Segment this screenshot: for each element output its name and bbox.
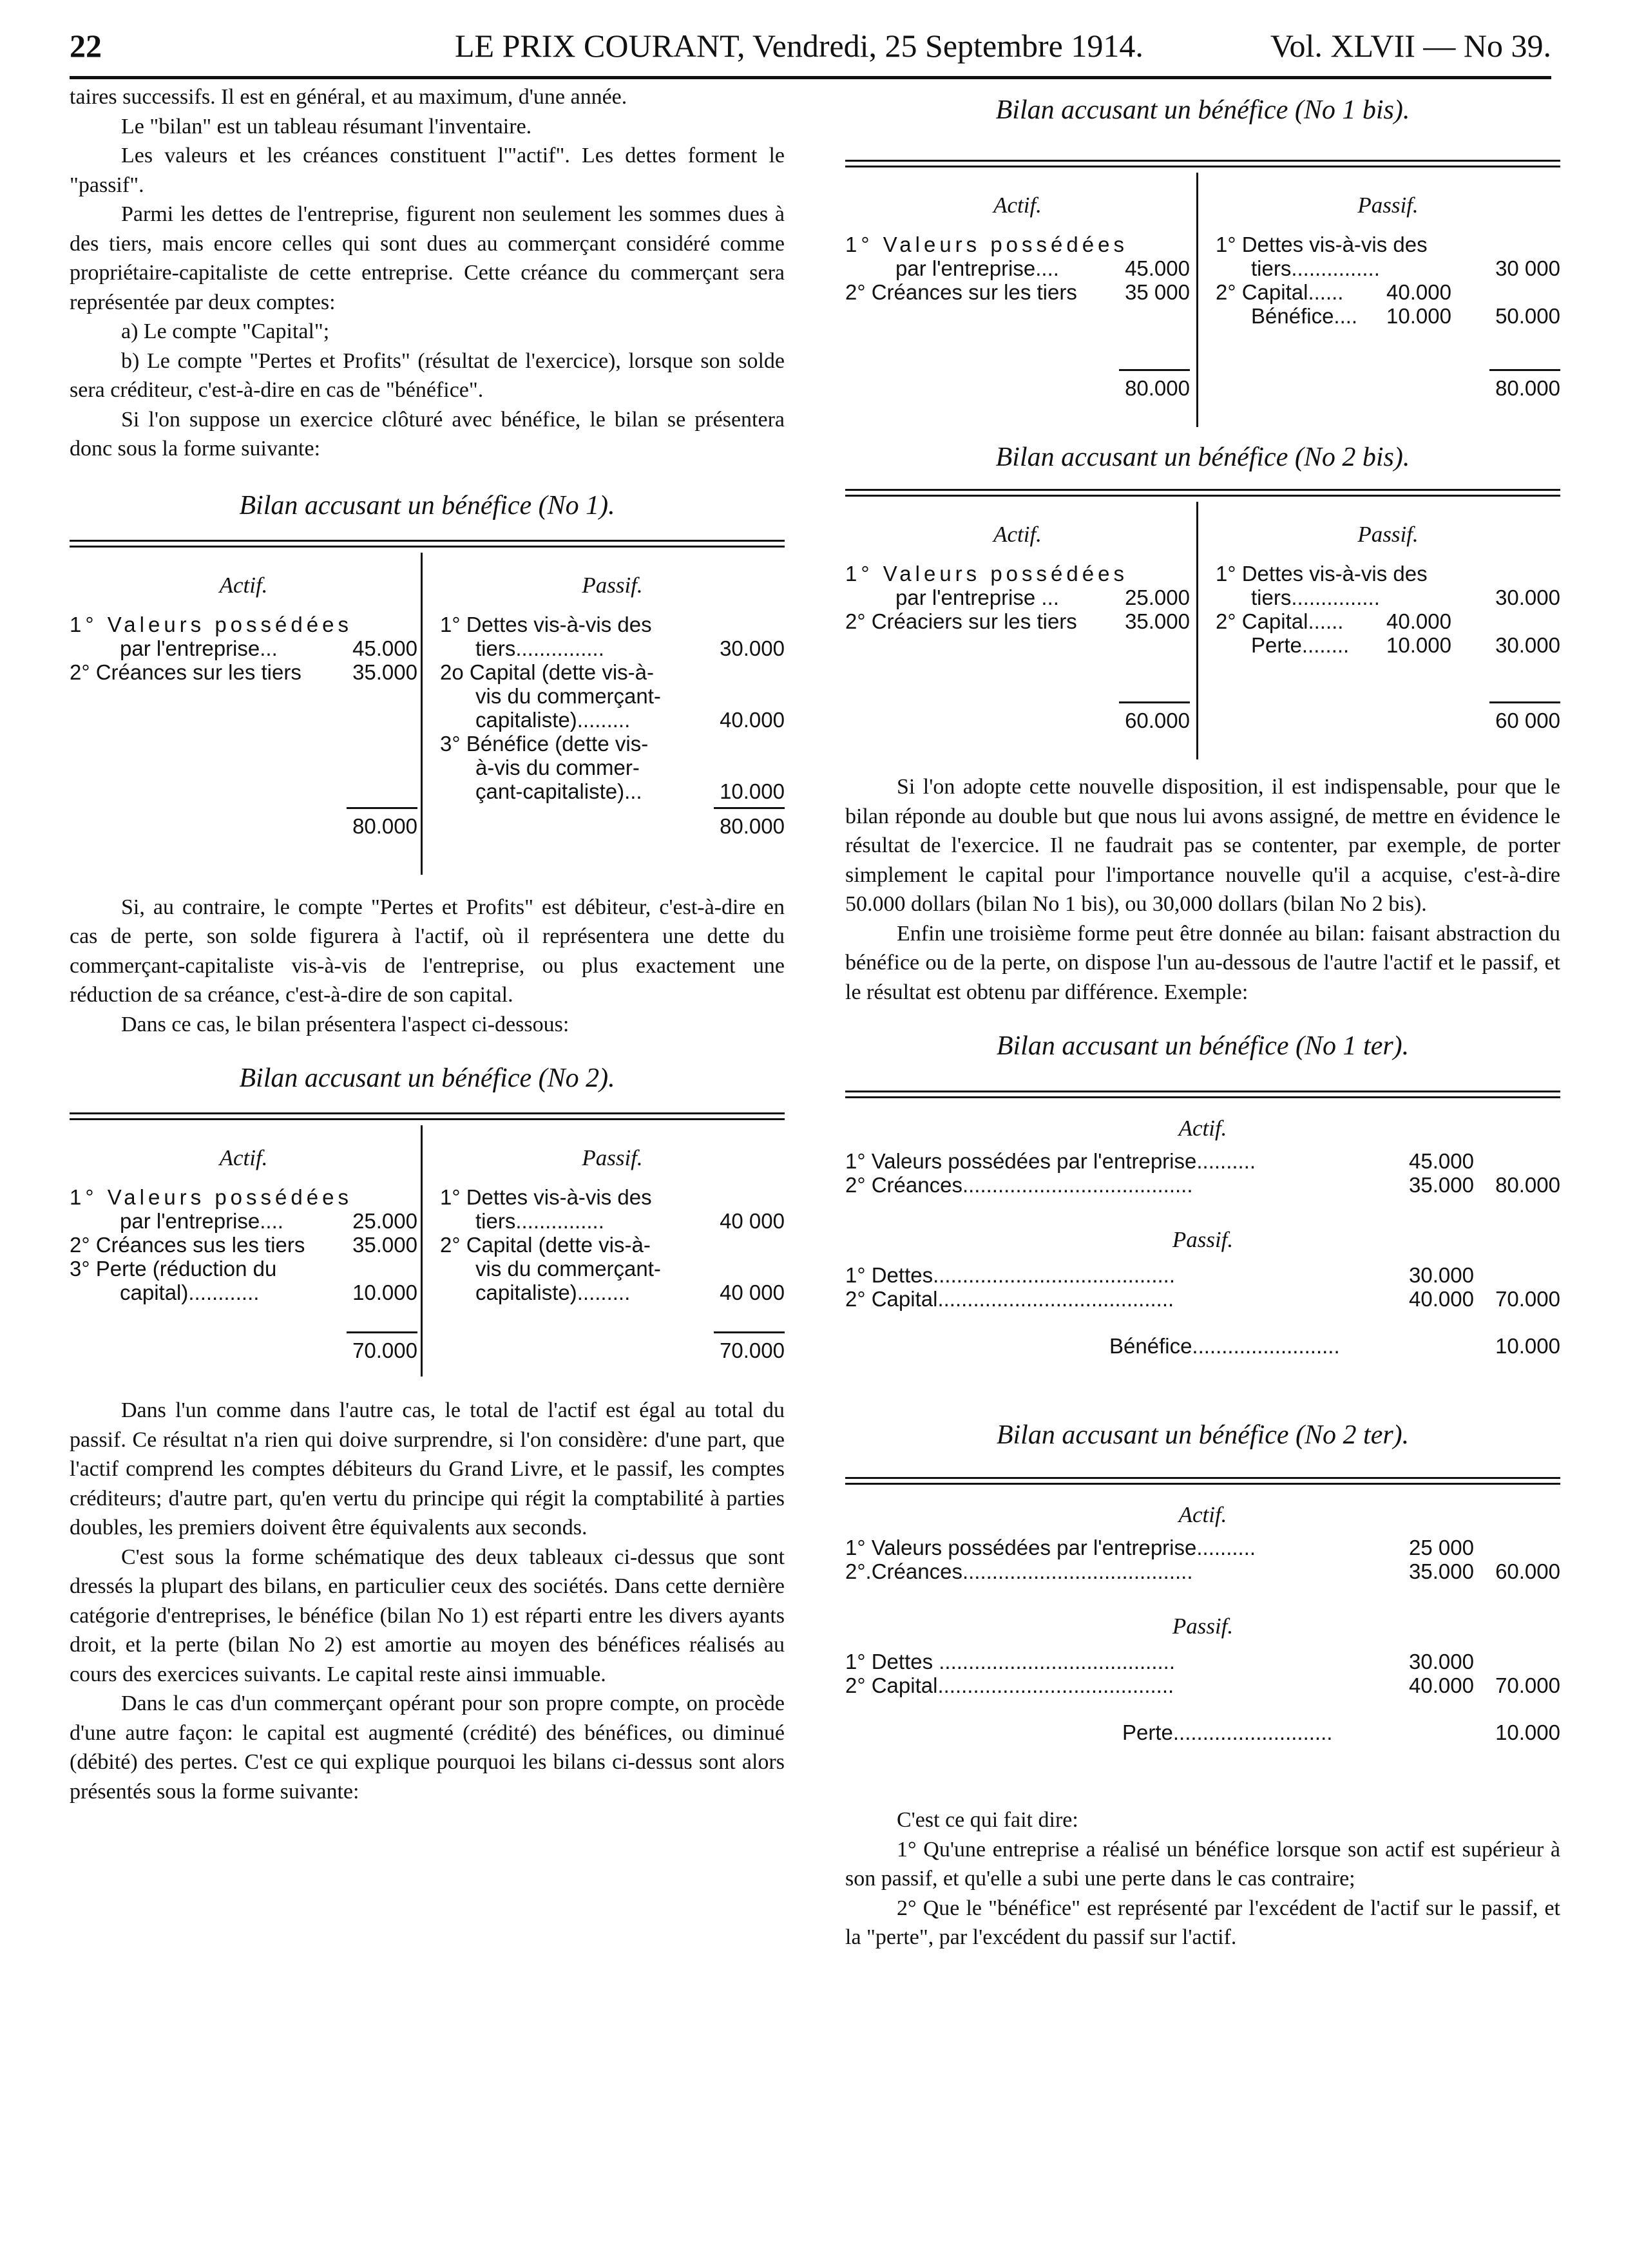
paragraph: Le "bilan" est un tableau résumant l'inventaire. [121, 114, 532, 138]
table-row: capital)............ 10.000 [120, 1281, 417, 1304]
column-divider [421, 553, 423, 875]
table-row: 1° Valeurs possédées [845, 562, 1128, 586]
paragraph: 2° Que le "bénéfice" est représenté par l'excédent de l'actif sur le passif, et la "perte", par l'excédent du passif sur l'actif. [845, 1896, 1560, 1949]
double-rule [845, 1477, 1560, 1485]
bilan-table-1-bis [845, 173, 1560, 427]
table-row: par l'entreprise ... 25.000 [895, 586, 1190, 609]
paragraph: Enfin une troisième forme peut être donnée au bilan: faisant abstraction du bénéfice ou de la perte, on dispose l'un au-dessous de l'autre l'actif et le passif, et le résultat est obtenu par différence. Exemple: [845, 921, 1560, 1004]
table-row: Bénéfice.... 10.000 50.000 [1251, 304, 1560, 328]
table-row: 2° Capital........................................ 40.000 70.000 [845, 1287, 1560, 1311]
table-row: Perte........ 10.000 30.000 [1251, 633, 1560, 657]
paragraph: Dans le cas d'un commerçant opérant pour son propre compte, on procède d'une autre façon: le capital est augmenté (crédité) des bénéfices, ou diminué (débité) des pertes. C'est ce qui explique pourquoi les bilans ci-dessus sont alors présentés sous la forme suivante: [70, 1691, 785, 1804]
table-row: 3° Bénéfice (dette vis- [440, 731, 649, 756]
paragraph: Si, au contraire, le compte "Pertes et Profits" est débiteur, c'est-à-dire en cas de perte, son solde figurera à l'actif, où il représentera une dette du commerçant-capitaliste vis-à-vis de l'entreprise, ou plus exactement une réduction de sa créance, c'est-à-dire de son capital. [70, 895, 785, 1007]
table-row: 3° Perte (réduction du [70, 1257, 277, 1281]
table-row: 1° Dettes vis-à-vis des [1216, 233, 1428, 256]
actif-label: Actif. [219, 1145, 268, 1170]
table-row: 2° Capital...... 40.000 [1216, 280, 1451, 304]
table-row: 2° Créances sur les tiers 35.000 [70, 660, 417, 684]
paragraph: Les valeurs et les créances constituent l'"actif". Les dettes forment le "passif". [70, 144, 785, 197]
paragraph: Si l'on adopte cette nouvelle disposition, il est indispensable, pour que le bilan réponde au double but que nous lui avons assigné, de mettre en évidence le résultat de l'exercice. Il ne faudrait pas se contenter, par exemple, de porter simplement le capital pour l'importance nouvelle qu'il a acquise, c'est-à-dire 50.000 dollars (bilan No 1 bis), ou 30,000 dollars (bilan No 2 bis). [845, 775, 1560, 916]
table-row: Bénéfice......................... 10.000 [1109, 1334, 1560, 1358]
table-row: 1° Valeurs possédées [70, 1185, 352, 1209]
passif-total: 80.000 [1489, 369, 1560, 400]
actif-label: Actif. [993, 193, 1042, 218]
paragraph: a) Le compte "Capital"; [121, 319, 330, 343]
table-row: par l'entreprise... 45.000 [120, 636, 417, 660]
table-row: vis du commerçant- [475, 683, 661, 708]
double-rule [845, 489, 1560, 497]
passif-total: 70.000 [714, 1331, 785, 1362]
bilan-table-2-ter [845, 1503, 1560, 1806]
table-row: 1° Dettes vis-à-vis des [440, 612, 652, 636]
table-row: 2° Créances....................................... 35.000 80.000 [845, 1173, 1560, 1197]
paragraph: 1° Qu'une entreprise a réalisé un bénéfice lorsque son actif est supérieur à son passif, et qu'elle a subi une perte dans le cas contraire; [845, 1837, 1560, 1891]
passif-label: Passif. [1357, 193, 1419, 218]
paragraph: b) Le compte "Pertes et Profits" (résultat de l'exercice), lorsque son solde sera créditeur, c'est-à-dire en cas de "bénéfice". [70, 348, 785, 402]
actif-total: 70.000 [347, 1331, 417, 1362]
table-row: tiers............... 30.000 [1251, 586, 1560, 609]
left-column [70, 82, 785, 1806]
table-row: 2° Créances sur les tiers 35 000 [845, 280, 1190, 304]
table-row: 1° Dettes vis-à-vis des [440, 1185, 652, 1209]
bilan-title: Bilan accusant un bénéfice (No 2). [239, 1063, 615, 1093]
table-row: 1° Valeurs possédées [845, 233, 1128, 256]
passif-label: Passif. [582, 1145, 643, 1170]
paragraph: Dans l'un comme dans l'autre cas, le total de l'actif est égal au total du passif. Ce résultat n'a rien qui doive surprendre, si l'on considère: d'une part, que l'actif comprend les comptes débiteurs du Grand Livre, et le passif, les comptes créditeurs; d'autre part, qu'en vertu du principe qui régit la comptabilité à parties doubles, les premiers doivent être équivalents aux seconds. [70, 1398, 785, 1539]
page-header [70, 23, 1551, 79]
table-row: par l'entreprise.... 25.000 [120, 1209, 417, 1233]
column-divider [1196, 502, 1198, 759]
passif-total: 80.000 [714, 807, 785, 838]
column-divider [421, 1125, 423, 1377]
table-row: çant-capitaliste)... 10.000 [475, 779, 785, 803]
table-row: 2° Créaciers sur les tiers 35.000 [845, 609, 1190, 633]
table-row: par l'entreprise.... 45.000 [895, 256, 1190, 280]
actif-total: 80.000 [347, 807, 417, 838]
table-row: à-vis du commer- [475, 755, 640, 779]
table-row: 2° Capital........................................ 40.000 70.000 [845, 1673, 1560, 1697]
actif-label: Actif. [1178, 1116, 1227, 1141]
table-row: capitaliste)......... 40 000 [475, 1281, 785, 1304]
actif-label: Actif. [1178, 1502, 1227, 1527]
bilan-table-2 [70, 1125, 785, 1377]
bilan-table-1-ter [845, 1116, 1560, 1419]
table-row: tiers............... 30.000 [475, 636, 785, 660]
table-row: Perte........................... 10.000 [1122, 1720, 1560, 1744]
bilan-title: Bilan accusant un bénéfice (No 2 ter). [996, 1420, 1410, 1450]
actif-label: Actif. [219, 572, 268, 598]
passif-label: Passif. [582, 572, 643, 598]
volume-number: Vol. XLVII — No 39. [1270, 28, 1551, 64]
table-row: 1° Valeurs possédées par l'entreprise.......... 45.000 [845, 1149, 1474, 1173]
table-row: 1° Dettes......................................... 30.000 [845, 1263, 1474, 1287]
right-column [845, 82, 1560, 1952]
paragraph: C'est sous la forme schématique des deux tableaux ci-dessus que sont dressés la plupart des bilans, en particulier ceux des sociétés. Dans cette dernière catégorie d'entreprises, le bénéfice (bilan No 1) est réparti entre les divers ayants droit, et la perte (bilan No 2) est amortie au moyen des bénéfices réalisés au cours des exercices suivants. Le capital reste ainsi immuable. [70, 1545, 785, 1686]
double-rule [845, 1091, 1560, 1098]
journal-title: LE PRIX COURANT, Vendredi, 25 Septembre 1914. [455, 28, 1143, 64]
table-row: capitaliste)......... 40.000 [475, 707, 785, 732]
passif-label: Passif. [1172, 1614, 1234, 1639]
paragraph: Dans ce cas, le bilan présentera l'aspect ci-dessous: [121, 1012, 569, 1036]
table-row: 2° Capital (dette vis-à- [440, 1233, 651, 1257]
table-row: vis du commerçant- [475, 1257, 661, 1281]
paragraph: taires successifs. Il est en général, et au maximum, d'une année. [70, 85, 627, 109]
table-row: 2° Créances sus les tiers 35.000 [70, 1233, 417, 1257]
paragraph: Parmi les dettes de l'entreprise, figurent non seulement les sommes dues à des tiers, mais encore celles qui sont dues au commerçant considéré comme propriétaire-capitaliste de cette entreprise. Cette créance du commerçant sera représentée par deux comptes: [70, 202, 785, 314]
bilan-title: Bilan accusant un bénéfice (No 1 bis). [995, 95, 1410, 125]
table-row: 1° Dettes ........................................ 30.000 [845, 1650, 1474, 1673]
double-rule [70, 1112, 785, 1120]
table-row: tiers............... 40 000 [475, 1209, 785, 1233]
paragraph: C'est ce qui fait dire: [897, 1808, 1078, 1832]
page-number: 22 [70, 28, 102, 64]
bilan-title: Bilan accusant un bénéfice (No 2 bis). [995, 443, 1410, 472]
table-row: 1° Valeurs possédées [70, 612, 352, 636]
passif-total: 60 000 [1489, 701, 1560, 732]
table-row: tiers............... 30 000 [1251, 256, 1560, 280]
table-row: 1° Valeurs possédées par l'entreprise.......... 25 000 [845, 1536, 1474, 1559]
bilan-table-1 [70, 553, 785, 875]
bilan-title: Bilan accusant un bénéfice (No 1). [239, 490, 615, 520]
actif-total: 60.000 [1119, 701, 1190, 732]
table-row: 2° Capital...... 40.000 [1216, 609, 1451, 633]
bilan-title: Bilan accusant un bénéfice (No 1 ter). [996, 1031, 1410, 1061]
passif-label: Passif. [1357, 522, 1419, 547]
bilan-table-2-bis [845, 502, 1560, 759]
double-rule [845, 160, 1560, 167]
table-row: 2°.Créances....................................... 35.000 60.000 [845, 1559, 1560, 1583]
table-row: 2o Capital (dette vis-à- [440, 660, 654, 684]
table-row: 1° Dettes vis-à-vis des [1216, 562, 1428, 586]
actif-total: 80.000 [1119, 369, 1190, 400]
column-divider [1196, 173, 1198, 427]
actif-label: Actif. [993, 522, 1042, 547]
double-rule [70, 540, 785, 548]
paragraph: Si l'on suppose un exercice clôturé avec bénéfice, le bilan se présentera donc sous la forme suivante: [70, 407, 785, 461]
passif-label: Passif. [1172, 1227, 1234, 1252]
